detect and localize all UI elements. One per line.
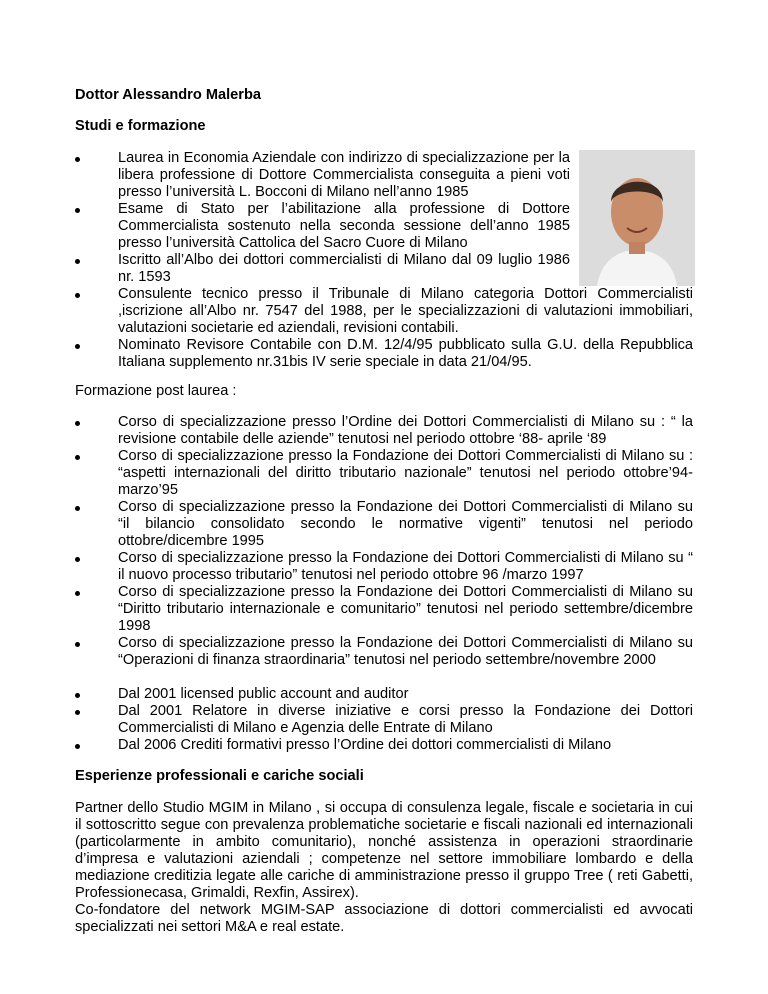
experience-paragraph-network: Co-fondatore del network MGIM-SAP associazione di dottori commercialisti ed avvocati specializzati nei settori M&A e real estate. (75, 902, 693, 935)
studies-heading: Studi e formazione (75, 118, 206, 134)
list-item: Corso di specializzazione presso la Fondazione dei Dottori Commercialisti di Milano su “Operazioni di finanza straordinaria” tenutosi nel periodo settembre/novembre 2000 (118, 635, 693, 669)
list-item: Nominato Revisore Contabile con D.M. 12/4/95 pubblicato sulla G.U. della Repubblica Italiana supplemento nr.31bis IV serie speciale in data 21/04/95. (118, 337, 693, 371)
list-item: Corso di specializzazione presso la Fondazione dei Dottori Commercialisti di Milano su : “aspetti internazionali del diritto tributario nazionale” tenutosi nel periodo ottobre’94- marzo’95 (118, 448, 693, 499)
list-item: Dal 2001 licensed public account and auditor (118, 686, 693, 703)
person-name: Dottor Alessandro Malerba (75, 87, 261, 103)
list-item: Esame di Stato per l’abilitazione alla professione di Dottore Commercialista sostenuto nella seconda sessione dell’anno 1985 presso l’università Cattolica del Sacro Cuore di Milano (118, 201, 570, 252)
list-item: Corso di specializzazione presso la Fondazione dei Dottori Commercialisti di Milano su “ il nuovo processo tributario” tenutosi nel periodo ottobre 96 /marzo 1997 (118, 550, 693, 584)
list-item: Corso di specializzazione presso la Fondazione dei Dottori Commercialisti di Milano su “Diritto tributario internazionale e comunitario” tenutosi nel periodo settembre/dicembre 1998 (118, 584, 693, 635)
list-item: Laurea in Economia Aziendale con indirizzo di specializzazione per la libera professione di Dottore Commercialista conseguita a pieni voti presso l’università L. Bocconi di Milano nell’anno 1985 (118, 150, 570, 201)
list-item: Dal 2006 Crediti formativi presso l’Ordine dei dottori commercialisti di Milano (118, 737, 693, 754)
post-degree-heading: Formazione post laurea : (75, 383, 237, 399)
list-item: Dal 2001 Relatore in diverse iniziative e corsi presso la Fondazione dei Dottori Commercialisti di Milano e Agenzia delle Entrate di Milano (118, 703, 693, 737)
list-item: Corso di specializzazione presso l’Ordine dei Dottori Commercialisti di Milano su : “ la revisione contabile delle aziende” tenutosi nel periodo ottobre ‘88- aprile ‘89 (118, 414, 693, 448)
portrait-photo (579, 150, 695, 286)
list-item: Consulente tecnico presso il Tribunale di Milano categoria Dottori Commercialisti ,iscrizione all’Albo nr. 7547 del 1988, per le specializzazioni di valutazioni immobiliari, valutazioni societarie ed aziendali, revisioni contabili. (118, 286, 693, 337)
experience-paragraph: Partner dello Studio MGIM in Milano , si occupa di consulenza legale, fiscale e societaria in cui il sottoscritto segue con prevalenza problematiche societarie e fiscali nazionali ed internazionali (particolarmente in ambito comunitario), nonché assistenza in operazioni straordinarie d’impresa e valutazioni aziendali ; competenze nel settore immobiliare lombardo e della mediazione creditizia legate alle cariche di amministrazione presso il gruppo Tree ( reti Gabetti, Professionecasa, Grimaldi, Rexfin, Assirex). (75, 800, 693, 901)
list-item: Corso di specializzazione presso la Fondazione dei Dottori Commercialisti di Milano su “il bilancio consolidato secondo le normative vigenti” tenutosi nel periodo ottobre/dicembre 1995 (118, 499, 693, 550)
experience-heading: Esperienze professionali e cariche sociali (75, 768, 364, 784)
portrait-image (579, 150, 695, 286)
list-item: Iscritto all’Albo dei dottori commercialisti di Milano dal 09 luglio 1986 nr. 1593 (118, 252, 570, 286)
